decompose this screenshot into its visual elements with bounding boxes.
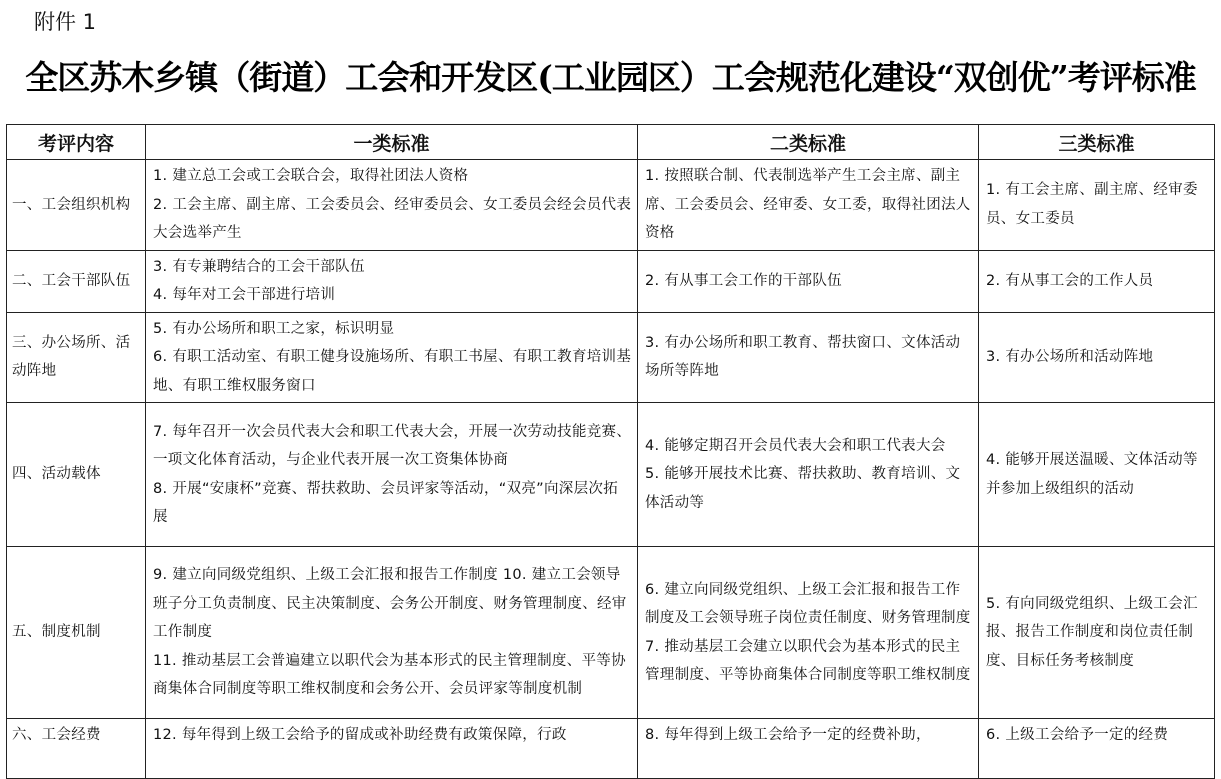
criterion-text: 12. 每年得到上级工会给予的留成或补助经费有政策保障，行政 (153, 727, 567, 743)
class2-cell (638, 719, 979, 779)
table-row (7, 547, 1215, 719)
criterion-text: 4. 能够定期召开会员代表大会和职工代表大会 (645, 437, 946, 454)
table-header-row (7, 125, 1215, 160)
class1-cell (146, 403, 638, 547)
criterion-text: 6. 有职工活动室、有职工健身设施场所、有职工书屋、有职工教育培训基地、有职工维权服务窗口 (153, 349, 632, 394)
row-item-label: 三、办公场所、活动阵地 (7, 312, 146, 403)
class3-cell (979, 719, 1215, 779)
criterion-text: 7. 每年召开一次会员代表大会和职工代表大会，开展一次劳动技能竞赛、一项文化体育活动，与企业代表开展一次工资集体协商 (153, 423, 632, 468)
class3-cell (979, 403, 1215, 547)
criterion-text: 6. 上级工会给予一定的经费 (986, 727, 1169, 743)
row-item-label: 五、制度机制 (7, 547, 146, 719)
row-item-label: 一、工会组织机构 (7, 160, 146, 251)
criterion-text: 2. 有从事工会的工作人员 (986, 272, 1154, 289)
class3-cell (979, 160, 1215, 251)
criterion-text: 5. 有向同级党组织、上级工会汇报、报告工作制度和岗位责任制度、目标任务考核制度 (986, 595, 1198, 669)
criterion-text: 1. 建立总工会或工会联合会，取得社团法人资格 (153, 168, 469, 184)
row-item-label: 二、工会干部队伍 (7, 250, 146, 312)
table-row (7, 312, 1215, 403)
criterion-text: 8. 开展“安康杯”竞赛、帮扶救助、会员评家等活动，“双亮”向深层次拓展 (153, 480, 618, 525)
criterion-text: 1. 有工会主席、副主席、经审委员、女工委员 (986, 182, 1198, 227)
criterion-text: 5. 能够开展技术比赛、帮扶救助、教育培训、文体活动等 (645, 466, 961, 511)
criterion-text: 5. 有办公场所和职工之家，标识明显 (153, 320, 395, 337)
header-evaluation-item: 考评内容 (7, 125, 146, 160)
criterion-text: 3. 有办公场所和职工教育、帮扶窗口、文体活动场所等阵地 (645, 334, 961, 380)
table-row (7, 250, 1215, 312)
criterion-text: 11. 推动基层工会普遍建立以职代会为基本形式的民主管理制度、平等协商集体合同制度等职工维权制度和会务公开、会员评家等制度机制 (153, 652, 626, 698)
row-item-label: 六、工会经费 (7, 719, 146, 779)
class2-cell (638, 312, 979, 403)
header-class1-standard: 一类标准 (146, 125, 638, 160)
criterion-text: 7. 推动基层工会建立以职代会为基本形式的民主管理制度、平等协商集体合同制度等职工维权制度 (645, 638, 971, 683)
document-title: 全区苏木乡镇（街道）工会和开发区(工业园区）工会规范化建设“双创优”考评标准 (25, 58, 1196, 97)
class1-cell (146, 547, 638, 719)
class1-cell (146, 312, 638, 403)
evaluation-standards-table (6, 124, 1215, 779)
criterion-text: 4. 能够开展送温暖、文体活动等并参加上级组织的活动 (986, 452, 1198, 497)
criterion-text: 3. 有办公场所和活动阵地 (986, 349, 1154, 365)
row-item-label: 四、活动载体 (7, 403, 146, 547)
header-class3-standard: 三类标准 (979, 125, 1215, 160)
criterion-text: 4. 每年对工会干部进行培训 (153, 287, 336, 303)
criterion-text: 9. 建立向同级党组织、上级工会汇报和报告工作制度 10. 建立工会领导班子分工负责制度、民主决策制度、会务公开制度、财务管理制度、经审工作制度 (153, 567, 627, 641)
class1-cell (146, 719, 638, 779)
criterion-text: 2. 工会主席、副主席、工会委员会、经审委员会、女工委员会经会员代表大会选举产生 (153, 196, 632, 241)
class1-cell (146, 160, 638, 251)
table-row (7, 719, 1215, 779)
criterion-text: 6. 建立向同级党组织、上级工会汇报和报告工作制度及工会领导班子岗位责任制度、财务管理制度 (645, 581, 971, 626)
class2-cell (638, 403, 979, 547)
class3-cell (979, 312, 1215, 403)
criterion-text: 1. 按照联合制、代表制选举产生工会主席、副主席、工会委员会、经审委、女工委，取得社团法人资格 (645, 168, 971, 241)
table-row (7, 403, 1215, 547)
criterion-text: 3. 有专兼聘结合的工会干部队伍 (153, 258, 365, 275)
class2-cell (638, 160, 979, 251)
class2-cell (638, 547, 979, 719)
class3-cell (979, 547, 1215, 719)
header-class2-standard: 二类标准 (638, 125, 979, 160)
class2-cell (638, 250, 979, 312)
criterion-text: 2. 有从事工会工作的干部队伍 (645, 272, 842, 289)
class1-cell (146, 250, 638, 312)
class3-cell (979, 250, 1215, 312)
attachment-label: 附件 1 (34, 10, 97, 34)
criterion-text: 8. 每年得到上级工会给予一定的经费补助， (645, 727, 931, 743)
table-row (7, 160, 1215, 251)
